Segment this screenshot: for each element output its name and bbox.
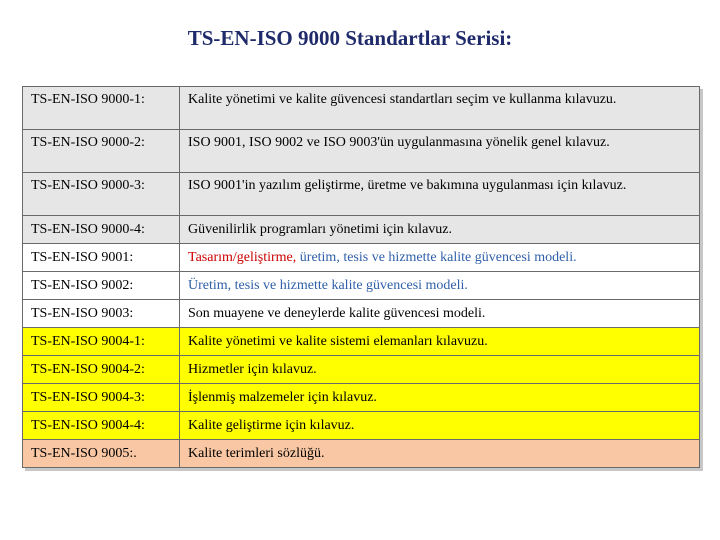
highlight-text-blue: Üretim, tesis ve hizmette kalite güvencesi modeli. <box>188 278 468 293</box>
table-row <box>23 356 700 384</box>
standard-code: TS-EN-ISO 9004-1: <box>23 328 180 356</box>
table-row <box>23 272 700 300</box>
standard-description: İşlenmiş malzemeler için kılavuz. <box>180 384 700 412</box>
standard-description: Güvenilirlik programları yönetimi için kılavuz. <box>180 216 700 244</box>
standard-code: TS-EN-ISO 9000-1: <box>23 87 180 130</box>
standard-code: TS-EN-ISO 9004-4: <box>23 412 180 440</box>
highlight-text-red: Tasarım/geliştirme, <box>188 250 297 265</box>
standard-code: TS-EN-ISO 9004-3: <box>23 384 180 412</box>
standard-description: Kalite terimleri sözlüğü. <box>180 440 700 468</box>
table-row <box>23 300 700 328</box>
standard-code: TS-EN-ISO 9001: <box>23 244 180 272</box>
page-title: TS-EN-ISO 9000 Standartlar Serisi: <box>187 26 513 50</box>
standard-description <box>180 244 700 272</box>
standard-code: TS-EN-ISO 9004-2: <box>23 356 180 384</box>
standard-code: TS-EN-ISO 9002: <box>23 272 180 300</box>
standard-code: TS-EN-ISO 9000-2: <box>23 130 180 173</box>
table-row <box>23 328 700 356</box>
standard-code: TS-EN-ISO 9003: <box>23 300 180 328</box>
table-row <box>23 216 700 244</box>
table-row <box>23 244 700 272</box>
standard-description: Son muayene ve deneylerde kalite güvencesi modeli. <box>180 300 700 328</box>
standard-description: Kalite yönetimi ve kalite güvencesi standartları seçim ve kullanma kılavuzu. <box>180 87 700 130</box>
standard-description <box>180 272 700 300</box>
standard-description: ISO 9001, ISO 9002 ve ISO 9003'ün uygulanmasına yönelik genel kılavuz. <box>180 130 700 173</box>
standard-code: TS-EN-ISO 9000-4: <box>23 216 180 244</box>
standard-code: TS-EN-ISO 9000-3: <box>23 173 180 216</box>
highlight-text-blue: üretim, tesis ve hizmette kalite güvencesi modeli. <box>296 250 577 265</box>
standard-description: Hizmetler için kılavuz. <box>180 356 700 384</box>
standard-description: Kalite yönetimi ve kalite sistemi elemanları kılavuzu. <box>180 328 700 356</box>
table-row <box>23 440 700 468</box>
standards-table <box>22 86 700 468</box>
standard-code: TS-EN-ISO 9005:. <box>23 440 180 468</box>
table-row <box>23 87 700 130</box>
table-row <box>23 173 700 216</box>
table-row <box>23 130 700 173</box>
standard-description: Kalite geliştirme için kılavuz. <box>180 412 700 440</box>
table-row <box>23 384 700 412</box>
standard-description: ISO 9001'in yazılım geliştirme, üretme ve bakımına uygulanması için kılavuz. <box>180 173 700 216</box>
table-row <box>23 412 700 440</box>
